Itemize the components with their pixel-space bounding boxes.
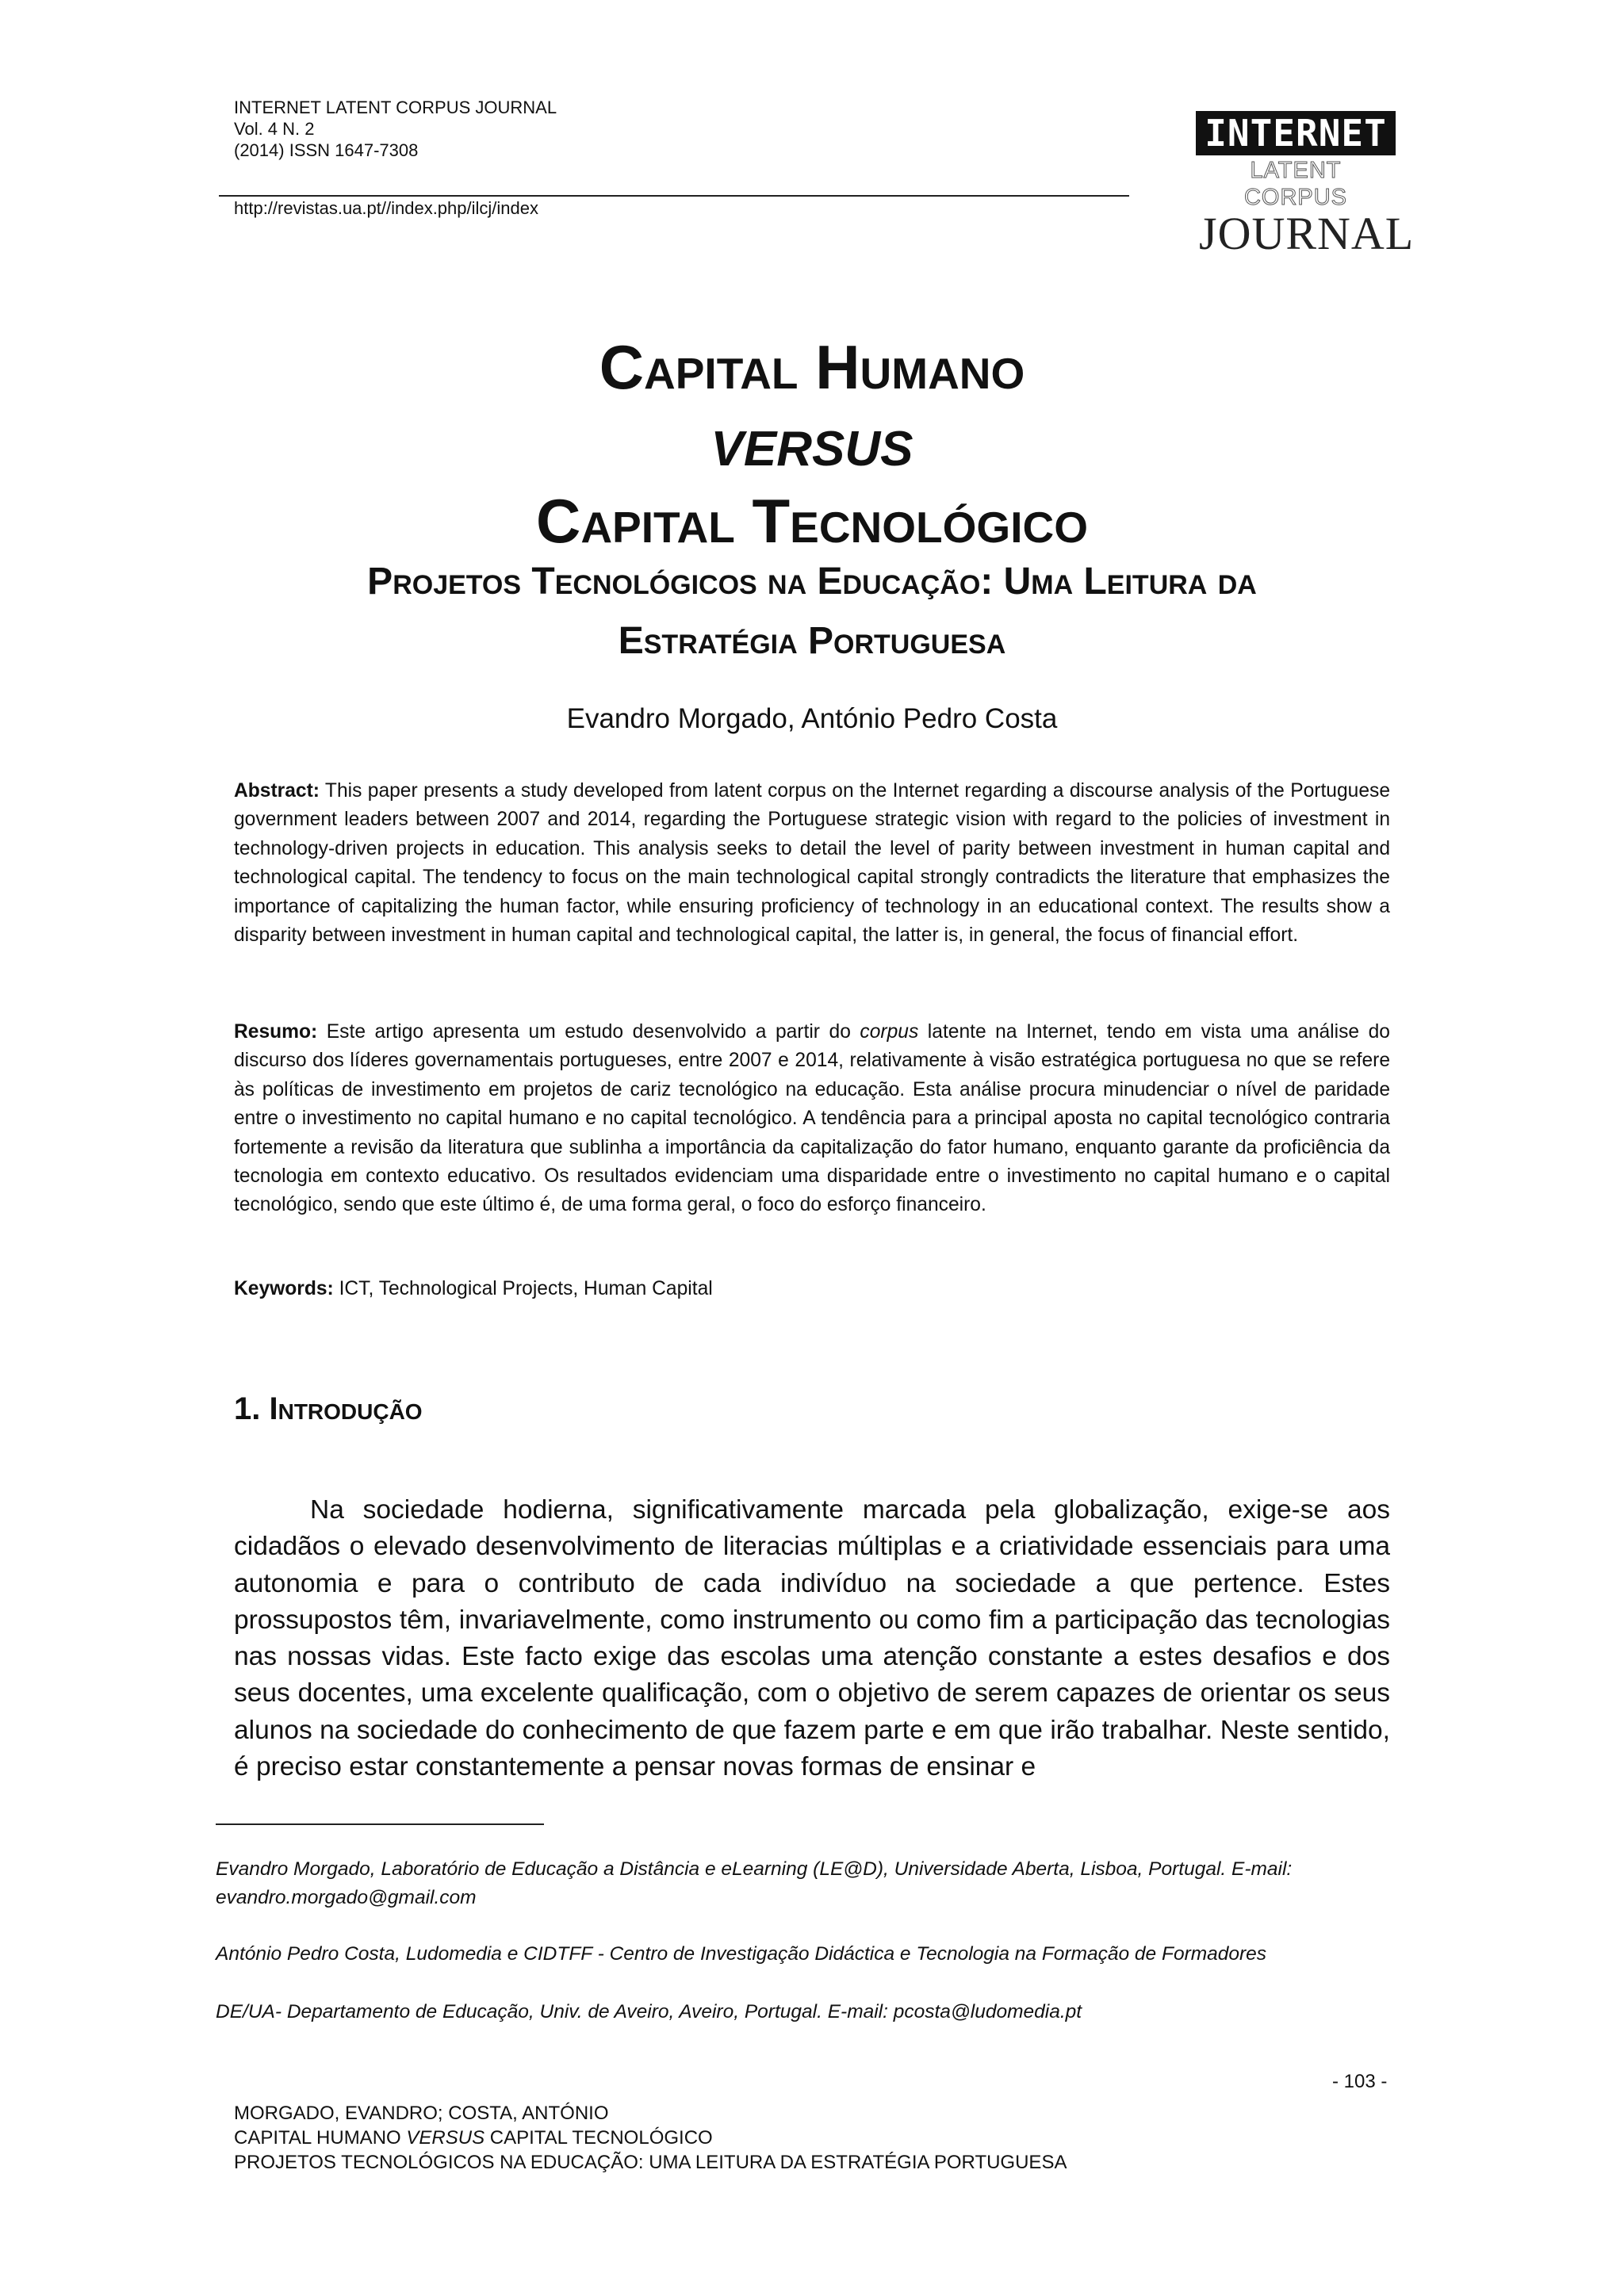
resumo-text-after: latente na Internet, tendo em vista uma análise do discurso dos líderes governamentais portugueses, entre 2007 e 2014, relativamente à visão estratégica portuguesa no que se refere às políticas de investimento em projetos de cariz tecnológico na educação. Esta análise procura minudenciar o nível de paridade entre o investimento no capital humano e no capital tecnológico. A tendência para a principal aposta no capital tecnológico contraria fortemente a revisão da literatura que sublinha a importância da capitalização do fator humano, enquanto garante da proficiência da tecnologia em contexto educativo. Os resultados evidenciam uma disparidade entre o investimento no capital humano e o capital tecnológico, sendo que este último é, de uma forma geral, o foco do esforço financeiro. <box>234 1021 1390 1216</box>
footer-title-after: CAPITAL TECNOLÓGICO <box>489 2127 713 2149</box>
journal-url[interactable]: http://revistas.ua.pt//index.php/ilcj/index <box>234 198 538 218</box>
abstract-text: This paper presents a study developed from latent corpus on the Internet regarding a discourse analysis of the Portuguese government leaders between 2007 and 2014, regarding the Portuguese strategic vision with regard to the policies of investment in technology-driven projects in education. This analysis seeks to detail the level of parity between investment in human capital and technological capital. The tendency to focus on the main technological capital strongly contradicts the literature that emphasizes the importance of capitalizing the human factor, while ensuring proficiency of technology in an educational context. The results show a disparity between investment in human capital and technological capital, the latter is, in general, the focus of financial effort. <box>234 780 1390 947</box>
resumo-italic-corpus: corpus <box>860 1021 919 1043</box>
volume-number: Vol. 4 N. 2 <box>234 119 315 139</box>
section-body: Na sociedade hodierna, significativamente marcada pela globalização, exige-se aos cidadãos o elevado desenvolvimento de literacias múltiplas e a criatividade essenciais para uma autonomia e para o contributo de cada indivíduo na sociedade a que pertence. Estes prossupostos têm, invariavelmente, como instrumento ou como fim a participação das tecnologias nas nossas vidas. Este facto exige das escolas uma atenção constante a estes desafios e dos seus docentes, uma excelente qualificação, com o objetivo de serem capazes de orientar os seus alunos na sociedade do conhecimento de que fazem parte e em que irão trabalhar. Neste sentido, é preciso estar constantemente a pensar novas formas de ensinar e <box>234 1495 1390 1782</box>
footer-authors: MORGADO, EVANDRO; COSTA, ANTÓNIO <box>234 2103 609 2124</box>
title-versus: VERSUS <box>710 422 914 476</box>
resumo-text-before: Este artigo apresenta um estudo desenvolvido a partir do <box>326 1021 851 1043</box>
section-title: Introdução <box>269 1391 423 1426</box>
abstract <box>234 777 1390 950</box>
authors: Evandro Morgado, António Pedro Costa <box>566 703 1058 734</box>
footnote-rule <box>216 1823 544 1825</box>
keywords <box>234 1275 1390 1303</box>
subtitle-line1: Projetos Tecnológicos na Educação: Uma Leitura da <box>367 561 1257 603</box>
keywords-label: Keywords: <box>234 1278 334 1299</box>
title-line1: Capital Humano <box>599 332 1025 402</box>
footnote-2: António Pedro Costa, Ludomedia e CIDTFF - Centro de Investigação Didáctica e Tecnologia na Formação de Formadores <box>216 1943 1267 1965</box>
footer-subtitle: PROJETOS TECNOLÓGICOS NA EDUCAÇÃO: UMA LEITURA DA ESTRATÉGIA PORTUGUESA <box>234 2152 1067 2173</box>
resumo-label: Resumo: <box>234 1021 318 1043</box>
footer-title-versus: VERSUS <box>406 2127 485 2149</box>
footer-title-before: CAPITAL HUMANO <box>234 2127 401 2149</box>
header-rule <box>219 195 1129 197</box>
journal-name: INTERNET LATENT CORPUS JOURNAL <box>234 98 557 117</box>
section-heading <box>234 1391 423 1427</box>
footnote-3: DE/UA- Departamento de Educação, Univ. de Aveiro, Aveiro, Portugal. E-mail: pcosta@ludomedia.pt <box>216 2001 1082 2022</box>
title-line2: Capital Tecnológico <box>535 486 1088 556</box>
logo-latent-corpus: LATENT CORPUS <box>1243 158 1348 210</box>
abstract-label: Abstract: <box>234 780 320 802</box>
footer-title <box>234 2127 713 2149</box>
subtitle-line2: Estratégia Portuguesa <box>618 620 1006 662</box>
keywords-text: ICT, Technological Projects, Human Capital <box>339 1278 713 1299</box>
resumo <box>234 1018 1390 1220</box>
year-issn: (2014) ISSN 1647-7308 <box>234 140 419 160</box>
journal-logo <box>1196 111 1415 259</box>
logo-journal: JOURNAL <box>1199 208 1415 259</box>
logo-internet: INTERNET <box>1196 111 1396 155</box>
footnote-1: Evandro Morgado, Laboratório de Educação a Distância e eLearning (LE@D), Universidade Aberta, Lisboa, Portugal. E-mail: evandro.morgado@gmail.com <box>216 1858 1293 1908</box>
section-number: 1. <box>234 1391 261 1426</box>
page-number: - 103 - <box>1332 2071 1388 2092</box>
